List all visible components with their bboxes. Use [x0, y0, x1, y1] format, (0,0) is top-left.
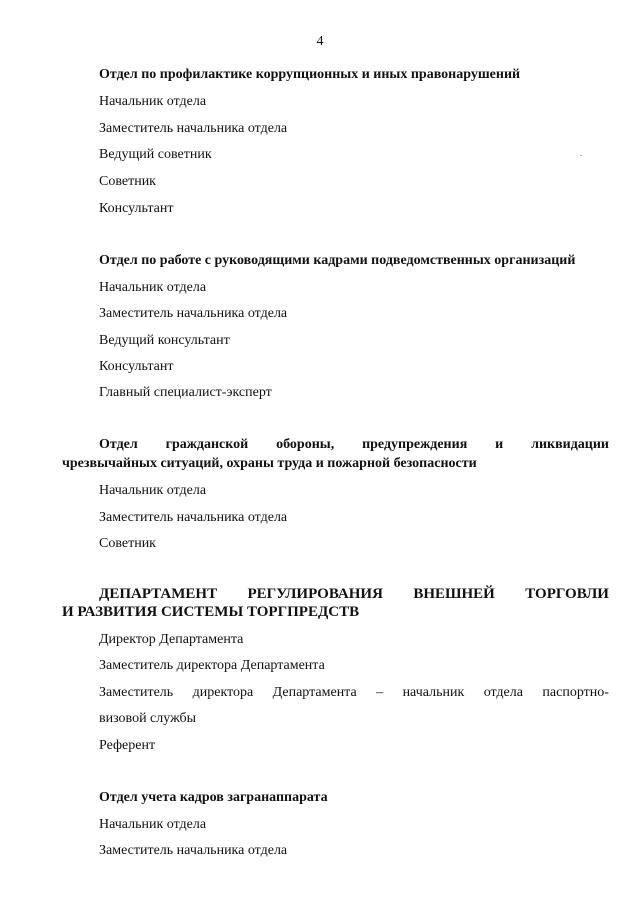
position-item: Консультант — [99, 201, 174, 216]
title-word: ВНЕШНЕЙ — [413, 586, 495, 602]
page-number: 4 — [316, 34, 324, 49]
position-item: Начальник отдела — [99, 817, 207, 832]
position-item: Начальник отдела — [99, 94, 207, 109]
title-word: Отдел — [99, 437, 138, 452]
title-word: ликвидации — [531, 437, 609, 452]
title-word: гражданской — [165, 437, 249, 452]
title-word: предупреждения — [362, 437, 468, 452]
position-item: Директор Департамента — [99, 632, 244, 647]
item-word: директора — [192, 685, 254, 700]
position-item: Заместитель начальника отдела — [99, 843, 288, 858]
position-item: Главный специалист-эксперт — [99, 385, 272, 400]
item-word: паспортно- — [542, 685, 609, 700]
position-item: Заместитель начальника отдела — [99, 121, 288, 136]
position-item: Ведущий консультант — [99, 333, 230, 348]
title-word: ДЕПАРТАМЕНТ — [99, 586, 218, 602]
item-word: отдела — [483, 685, 523, 700]
section-title-anticorruption: Отдел по профилактике коррупционных и иных правонарушений — [99, 67, 521, 82]
position-item: Ведущий советник — [99, 147, 212, 162]
scan-speck — [580, 155, 582, 156]
item-word: Департамента — [272, 685, 357, 700]
position-item: Консультант — [99, 359, 174, 374]
position-item: Начальник отдела — [99, 280, 207, 295]
title-word: обороны, — [276, 437, 335, 452]
position-item: Заместитель начальника отдела — [99, 510, 288, 525]
section-title-executive-staff: Отдел по работе с руководящими кадрами подведомственных организаций — [99, 253, 576, 268]
item-word: Заместитель — [99, 685, 174, 700]
title-word: РЕГУЛИРОВАНИЯ — [247, 586, 383, 602]
position-item: Референт — [99, 738, 156, 753]
department-title — [99, 586, 609, 603]
position-item: Советник — [99, 174, 156, 189]
item-word: – — [376, 685, 384, 700]
title-word: ТОРГОВЛИ — [525, 586, 609, 602]
item-word: начальник — [402, 685, 465, 700]
section-title-civil-defense-line2: чрезвычайных ситуаций, охраны труда и пожарной безопасности — [62, 456, 477, 471]
section-title-civil-defense — [99, 437, 609, 453]
position-item: Начальник отдела — [99, 483, 207, 498]
position-item: Заместитель начальника отдела — [99, 306, 288, 321]
position-item-continuation: визовой службы — [99, 711, 197, 726]
position-item-long — [99, 685, 609, 701]
position-item: Советник — [99, 536, 156, 551]
position-item: Заместитель директора Департамента — [99, 658, 325, 673]
department-title-line2: И РАЗВИТИЯ СИСТЕМЫ ТОРГПРЕДСТВ — [62, 604, 360, 620]
section-title-foreign-staff: Отдел учета кадров загранаппарата — [99, 790, 328, 805]
title-word: и — [495, 437, 504, 452]
